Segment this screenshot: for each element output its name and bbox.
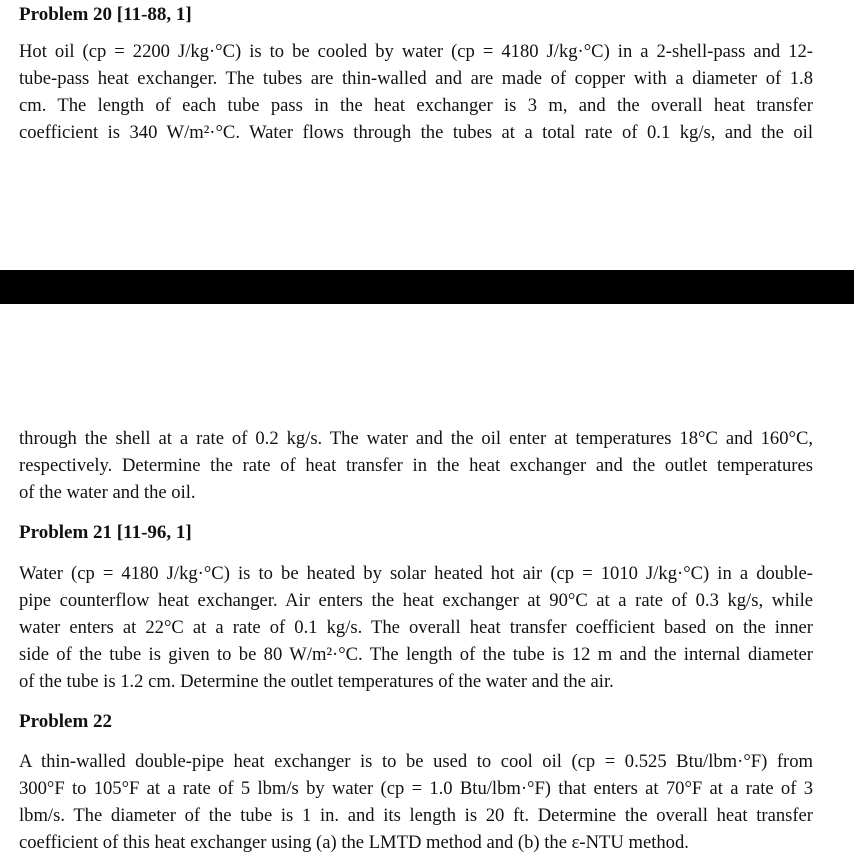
text-line: A thin-walled double-pipe heat exchanger is to be used to cool oil (cp = 0.525 Btu/lbm·°F) from: [19, 751, 813, 772]
problem-21-title: Problem 21 [11-96, 1]: [19, 522, 192, 543]
problem-20-title: Problem 20 [11-88, 1]: [19, 4, 192, 25]
problem-22-title: Problem 22: [19, 711, 113, 732]
text-line: lbm/s. The diameter of the tube is 1 in. and its length is 20 ft. Determine the overall heat transfer: [19, 805, 813, 826]
redaction-band: [0, 270, 854, 304]
text-line: tube-pass heat exchanger. The tubes are thin-walled and are made of copper with a diameter of 1.8: [19, 68, 813, 89]
problem-21-text: [19, 560, 813, 695]
text-line: through the shell at a rate of 0.2 kg/s. The water and the oil enter at temperatures 18°C and 160°C,: [19, 428, 813, 449]
text-line: side of the tube is given to be 80 W/m²·°C. The length of the tube is 12 m and the internal diameter: [19, 644, 813, 665]
problem-20-text-bottom: [19, 425, 813, 506]
text-line: water enters at 22°C at a rate of 0.1 kg/s. The overall heat transfer coefficient based on the inner: [19, 617, 813, 638]
text-line: coefficient is 340 W/m²·°C. Water flows through the tubes at a total rate of 0.1 kg/s, and the oil: [19, 122, 813, 143]
text-line: coefficient of this heat exchanger using (a) the LMTD method and (b) the ε-NTU method.: [19, 832, 689, 853]
text-line: 300°F to 105°F at a rate of 5 lbm/s by water (cp = 1.0 Btu/lbm·°F) that enters at 70°F at a rate of 3: [19, 778, 813, 799]
text-line: of the tube is 1.2 cm. Determine the outlet temperatures of the water and the air.: [19, 671, 614, 692]
text-line: pipe counterflow heat exchanger. Air enters the heat exchanger at 90°C at a rate of 0.3 kg/s, while: [19, 590, 813, 611]
text-line: of the water and the oil.: [19, 482, 196, 503]
problem-20-text-top: [19, 38, 813, 146]
text-line: Water (cp = 4180 J/kg·°C) is to be heated by solar heated hot air (cp = 1010 J/kg·°C) in a double-: [19, 563, 813, 584]
text-line: respectively. Determine the rate of heat transfer in the heat exchanger and the outlet temperatures: [19, 455, 813, 476]
text-line: Hot oil (cp = 2200 J/kg·°C) is to be cooled by water (cp = 4180 J/kg·°C) in a 2-shell-pass and 12-: [19, 41, 813, 62]
text-line: cm. The length of each tube pass in the heat exchanger is 3 m, and the overall heat transfer: [19, 95, 813, 116]
problem-22-text: [19, 748, 813, 856]
